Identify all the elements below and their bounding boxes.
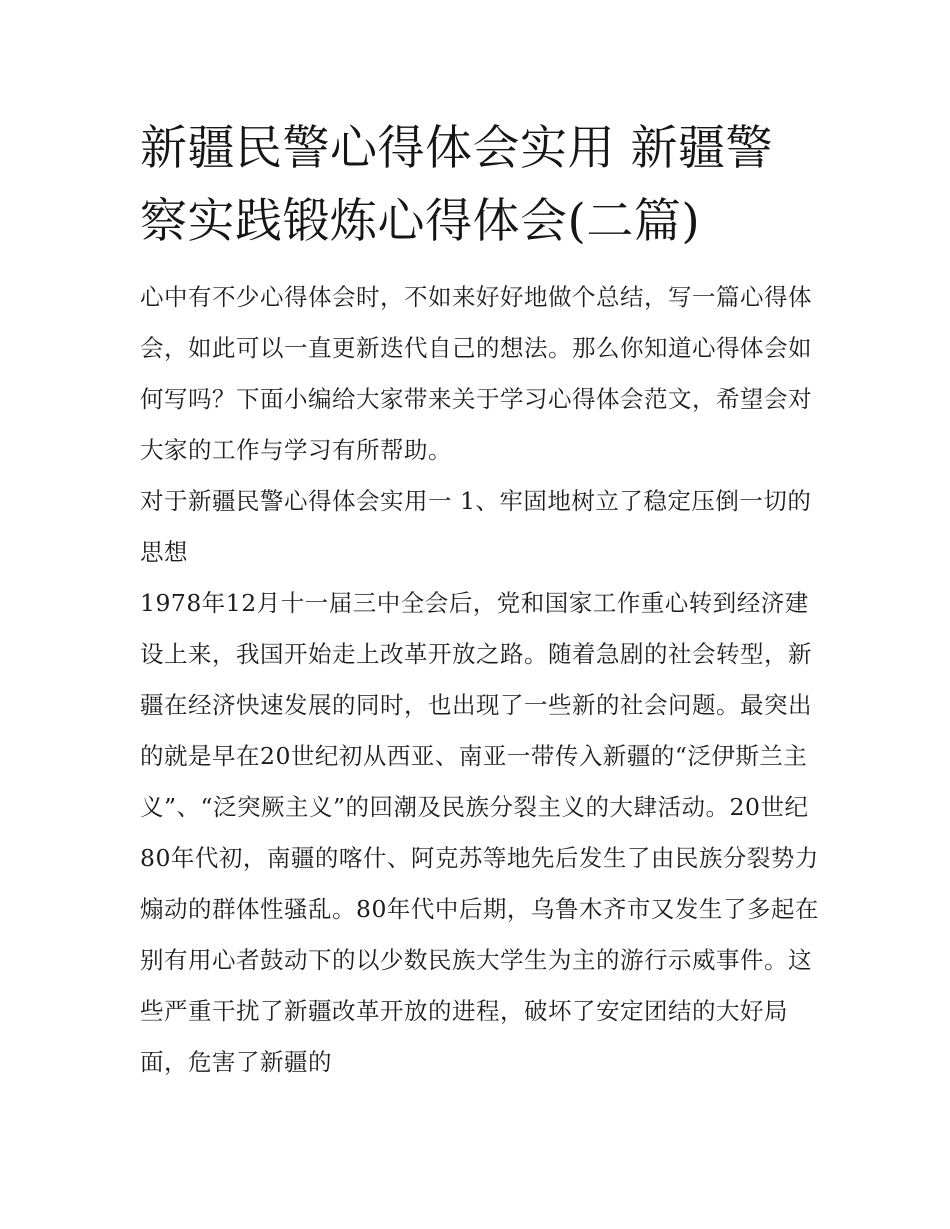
- body-paragraph: 1978年12月十一届三中全会后，党和国家工作重心转到经济建设上来，我国开始走上改革开放之路。随着急剧的社会转型，新疆在经济快速发展的同时，也出现了一些新的社会问题。最突出的就是早在20世纪初从西亚、南亚一带传入新疆的“泛伊斯兰主义”、“泛突厥主义”的回潮及民族分裂主义的大肆活动。20世纪80年代初，南疆的喀什、阿克苏等地先后发生了由民族分裂势力煽动的群体性骚乱。80年代中后期，乌鲁木齐市又发生了多起在别有用心者鼓动下的以少数民族大学生为主的游行示威事件。这些严重干扰了新疆改革开放的进程，破坏了安定团结的大好局面，危害了新疆的: [140, 589, 819, 1076]
- section-heading-paragraph: 对于新疆民警心得体会实用一 1、牢固地树立了稳定压倒一切的思想: [140, 487, 812, 566]
- document-title: 新疆民警心得体会实用 新疆警察实践锻炼心得体会(二篇): [140, 121, 773, 249]
- document-body: [140, 112, 820, 1088]
- intro-paragraph: 心中有不少心得体会时，不如来好好地做个总结，写一篇心得体会，如此可以一直更新迭代自己的想法。那么你知道心得体会如何写吗？下面小编给大家带来关于学习心得体会范文，希望会对大家的工作与学习有所帮助。: [140, 283, 812, 464]
